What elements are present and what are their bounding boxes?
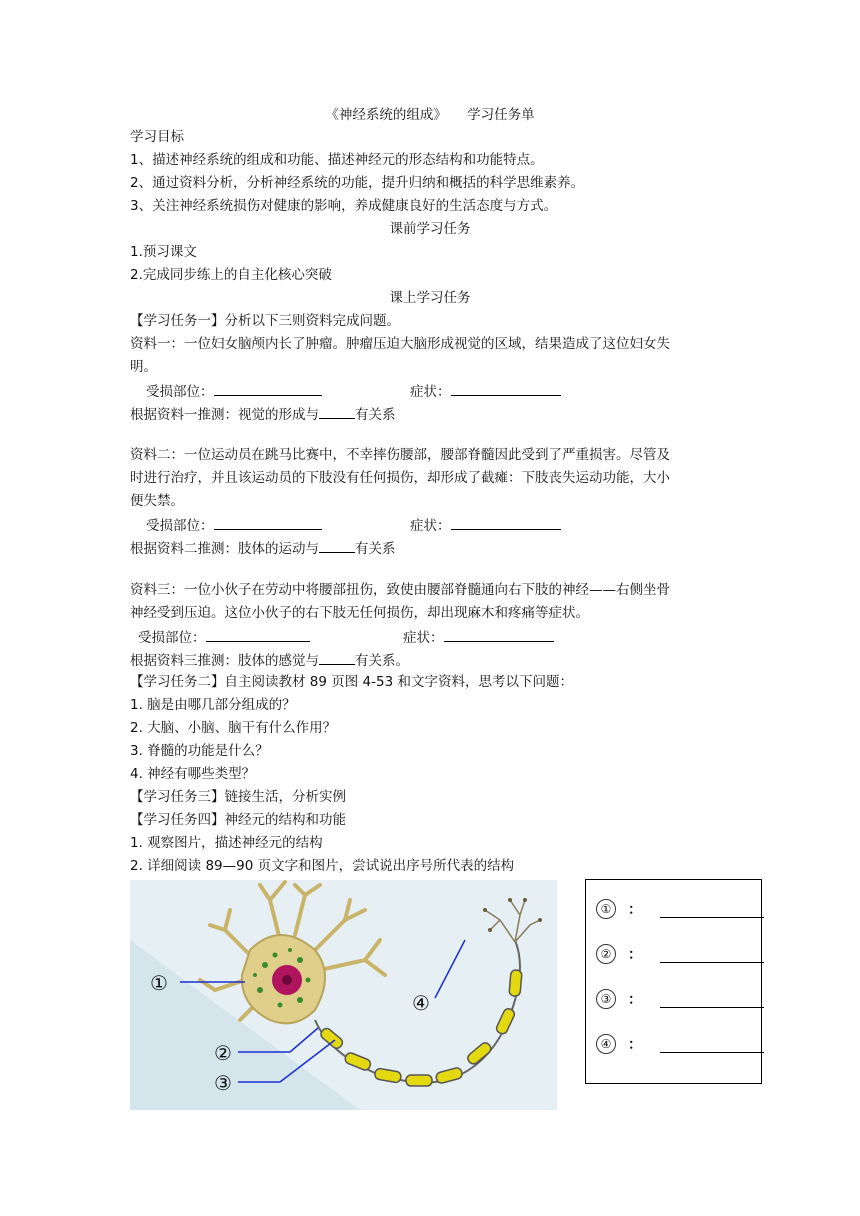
answer-blank[interactable]: [660, 901, 764, 918]
inference-blank[interactable]: [319, 649, 355, 665]
material2-text: 时进行治疗，并且该运动员的下肢没有任何损伤，却形成了截瘫：下肢丧失运动功能，大小: [130, 470, 670, 486]
neuron-figure: [130, 880, 557, 1110]
answer-number: ②: [596, 944, 616, 964]
inference-text: 根据资料三推测：肢体的感觉与: [130, 653, 319, 669]
material3-text: 神经受到压迫。这位小伙子的右下肢无任何损伤，却出现麻木和疼痛等症状。: [130, 605, 589, 621]
answer-row-1: [596, 898, 764, 920]
task4-item: 2. 详细阅读 89—90 页文字和图片，尝试说出序号所代表的结构: [130, 858, 515, 874]
material2-damaged-row: [146, 514, 322, 536]
material1-text: 资料一：一位妇女脑颅内长了肿瘤。肿瘤压迫大脑形成视觉的区域，结果造成了这位妇女失: [130, 336, 670, 352]
page-title: 《神经系统的组成》 学习任务单: [325, 107, 535, 123]
task4-item: 1. 观察图片，描述神经元的结构: [130, 835, 323, 851]
symptom-blank[interactable]: [444, 626, 554, 642]
material1-damaged-row: [146, 380, 322, 402]
answer-colon: ：: [628, 902, 642, 918]
objectives-heading: 学习目标: [130, 129, 184, 145]
material1-text: 明。: [130, 359, 157, 375]
symptom-label: 症状：: [410, 518, 451, 534]
damaged-blank[interactable]: [214, 380, 322, 396]
task2-question: 3. 脊髓的功能是什么？: [130, 743, 269, 759]
inference-text: 根据资料二推测：肢体的运动与: [130, 541, 319, 557]
symptom-label: 症状：: [410, 384, 451, 400]
figure-label-3: ③: [214, 1071, 232, 1095]
task2-heading: 【学习任务二】自主阅读教材 89 页图 4-53 和文字资料，思考以下问题：: [130, 674, 573, 690]
material3-symptom-row: [403, 626, 554, 648]
task4-heading: 【学习任务四】神经元的结构和功能: [130, 812, 346, 828]
task3-heading: 【学习任务三】链接生活，分析实例: [130, 789, 346, 805]
answer-colon: ：: [628, 947, 642, 963]
symptom-blank[interactable]: [451, 514, 561, 530]
objective-item: 1、描述神经系统的组成和功能、描述神经元的形态结构和功能特点。: [130, 152, 544, 168]
answer-colon: ：: [628, 1037, 642, 1053]
damaged-label: 受损部位：: [146, 384, 214, 400]
answer-colon: ：: [628, 992, 642, 1008]
material2-symptom-row: [410, 514, 561, 536]
pre-class-item: 1.预习课文: [130, 244, 197, 260]
objective-item: 2、通过资料分析，分析神经系统的功能，提升归纳和概括的科学思维素养。: [130, 175, 585, 191]
inference-text: 根据资料一推测：视觉的形成与: [130, 407, 319, 423]
figure-label-1: ①: [150, 971, 168, 995]
material1-symptom-row: [410, 380, 561, 402]
symptom-label: 症状：: [403, 630, 444, 646]
damaged-blank[interactable]: [214, 514, 322, 530]
material2-text: 资料二：一位运动员在跳马比赛中，不幸摔伤腰部，腰部脊髓因此受到了严重损害。尽管及: [130, 447, 670, 463]
task2-question: 1. 脑是由哪几部分组成的？: [130, 697, 296, 713]
inference-blank[interactable]: [319, 403, 355, 419]
material2-text: 便失禁。: [130, 493, 184, 509]
inference-blank[interactable]: [319, 537, 355, 553]
answer-blank[interactable]: [660, 991, 764, 1008]
figure-label-4: ④: [412, 991, 430, 1015]
in-class-heading: 课上学习任务: [389, 290, 471, 306]
damaged-label: 受损部位：: [146, 518, 214, 534]
inference-suffix: 有关系: [355, 407, 396, 423]
answer-number: ③: [596, 989, 616, 1009]
pre-class-heading: 课前学习任务: [389, 221, 471, 237]
figure-label-2: ②: [214, 1041, 232, 1065]
task2-question: 2. 大脑、小脑、脑干有什么作用？: [130, 720, 337, 736]
material1-inference: [130, 403, 396, 425]
answer-number: ④: [596, 1034, 616, 1054]
material3-text: 资料三：一位小伙子在劳动中将腰部扭伤，致使由腰部脊髓通向右下肢的神经——右侧坐骨: [130, 582, 670, 598]
material3-inference: [130, 649, 409, 671]
answer-blank[interactable]: [660, 1036, 764, 1053]
pre-class-item: 2.完成同步练上的自主化核心突破: [130, 267, 332, 283]
answer-number: ①: [596, 899, 616, 919]
objective-item: 3、关注神经系统损伤对健康的影响，养成健康良好的生活态度与方式。: [130, 198, 558, 214]
material3-damaged-row: [138, 626, 310, 648]
symptom-blank[interactable]: [451, 380, 561, 396]
nucleolus: [282, 975, 292, 985]
damaged-label: 受损部位：: [138, 630, 206, 646]
inference-suffix: 有关系。: [355, 653, 409, 669]
material2-inference: [130, 537, 396, 559]
task2-question: 4. 神经有哪些类型？: [130, 766, 256, 782]
answer-row-4: [596, 1033, 764, 1055]
answer-blank[interactable]: [660, 946, 764, 963]
damaged-blank[interactable]: [206, 626, 310, 642]
task1-heading: 【学习任务一】分析以下三则资料完成问题。: [130, 313, 400, 329]
answer-row-2: [596, 943, 764, 965]
answer-box: [585, 879, 762, 1084]
answer-row-3: [596, 988, 764, 1010]
inference-suffix: 有关系: [355, 541, 396, 557]
